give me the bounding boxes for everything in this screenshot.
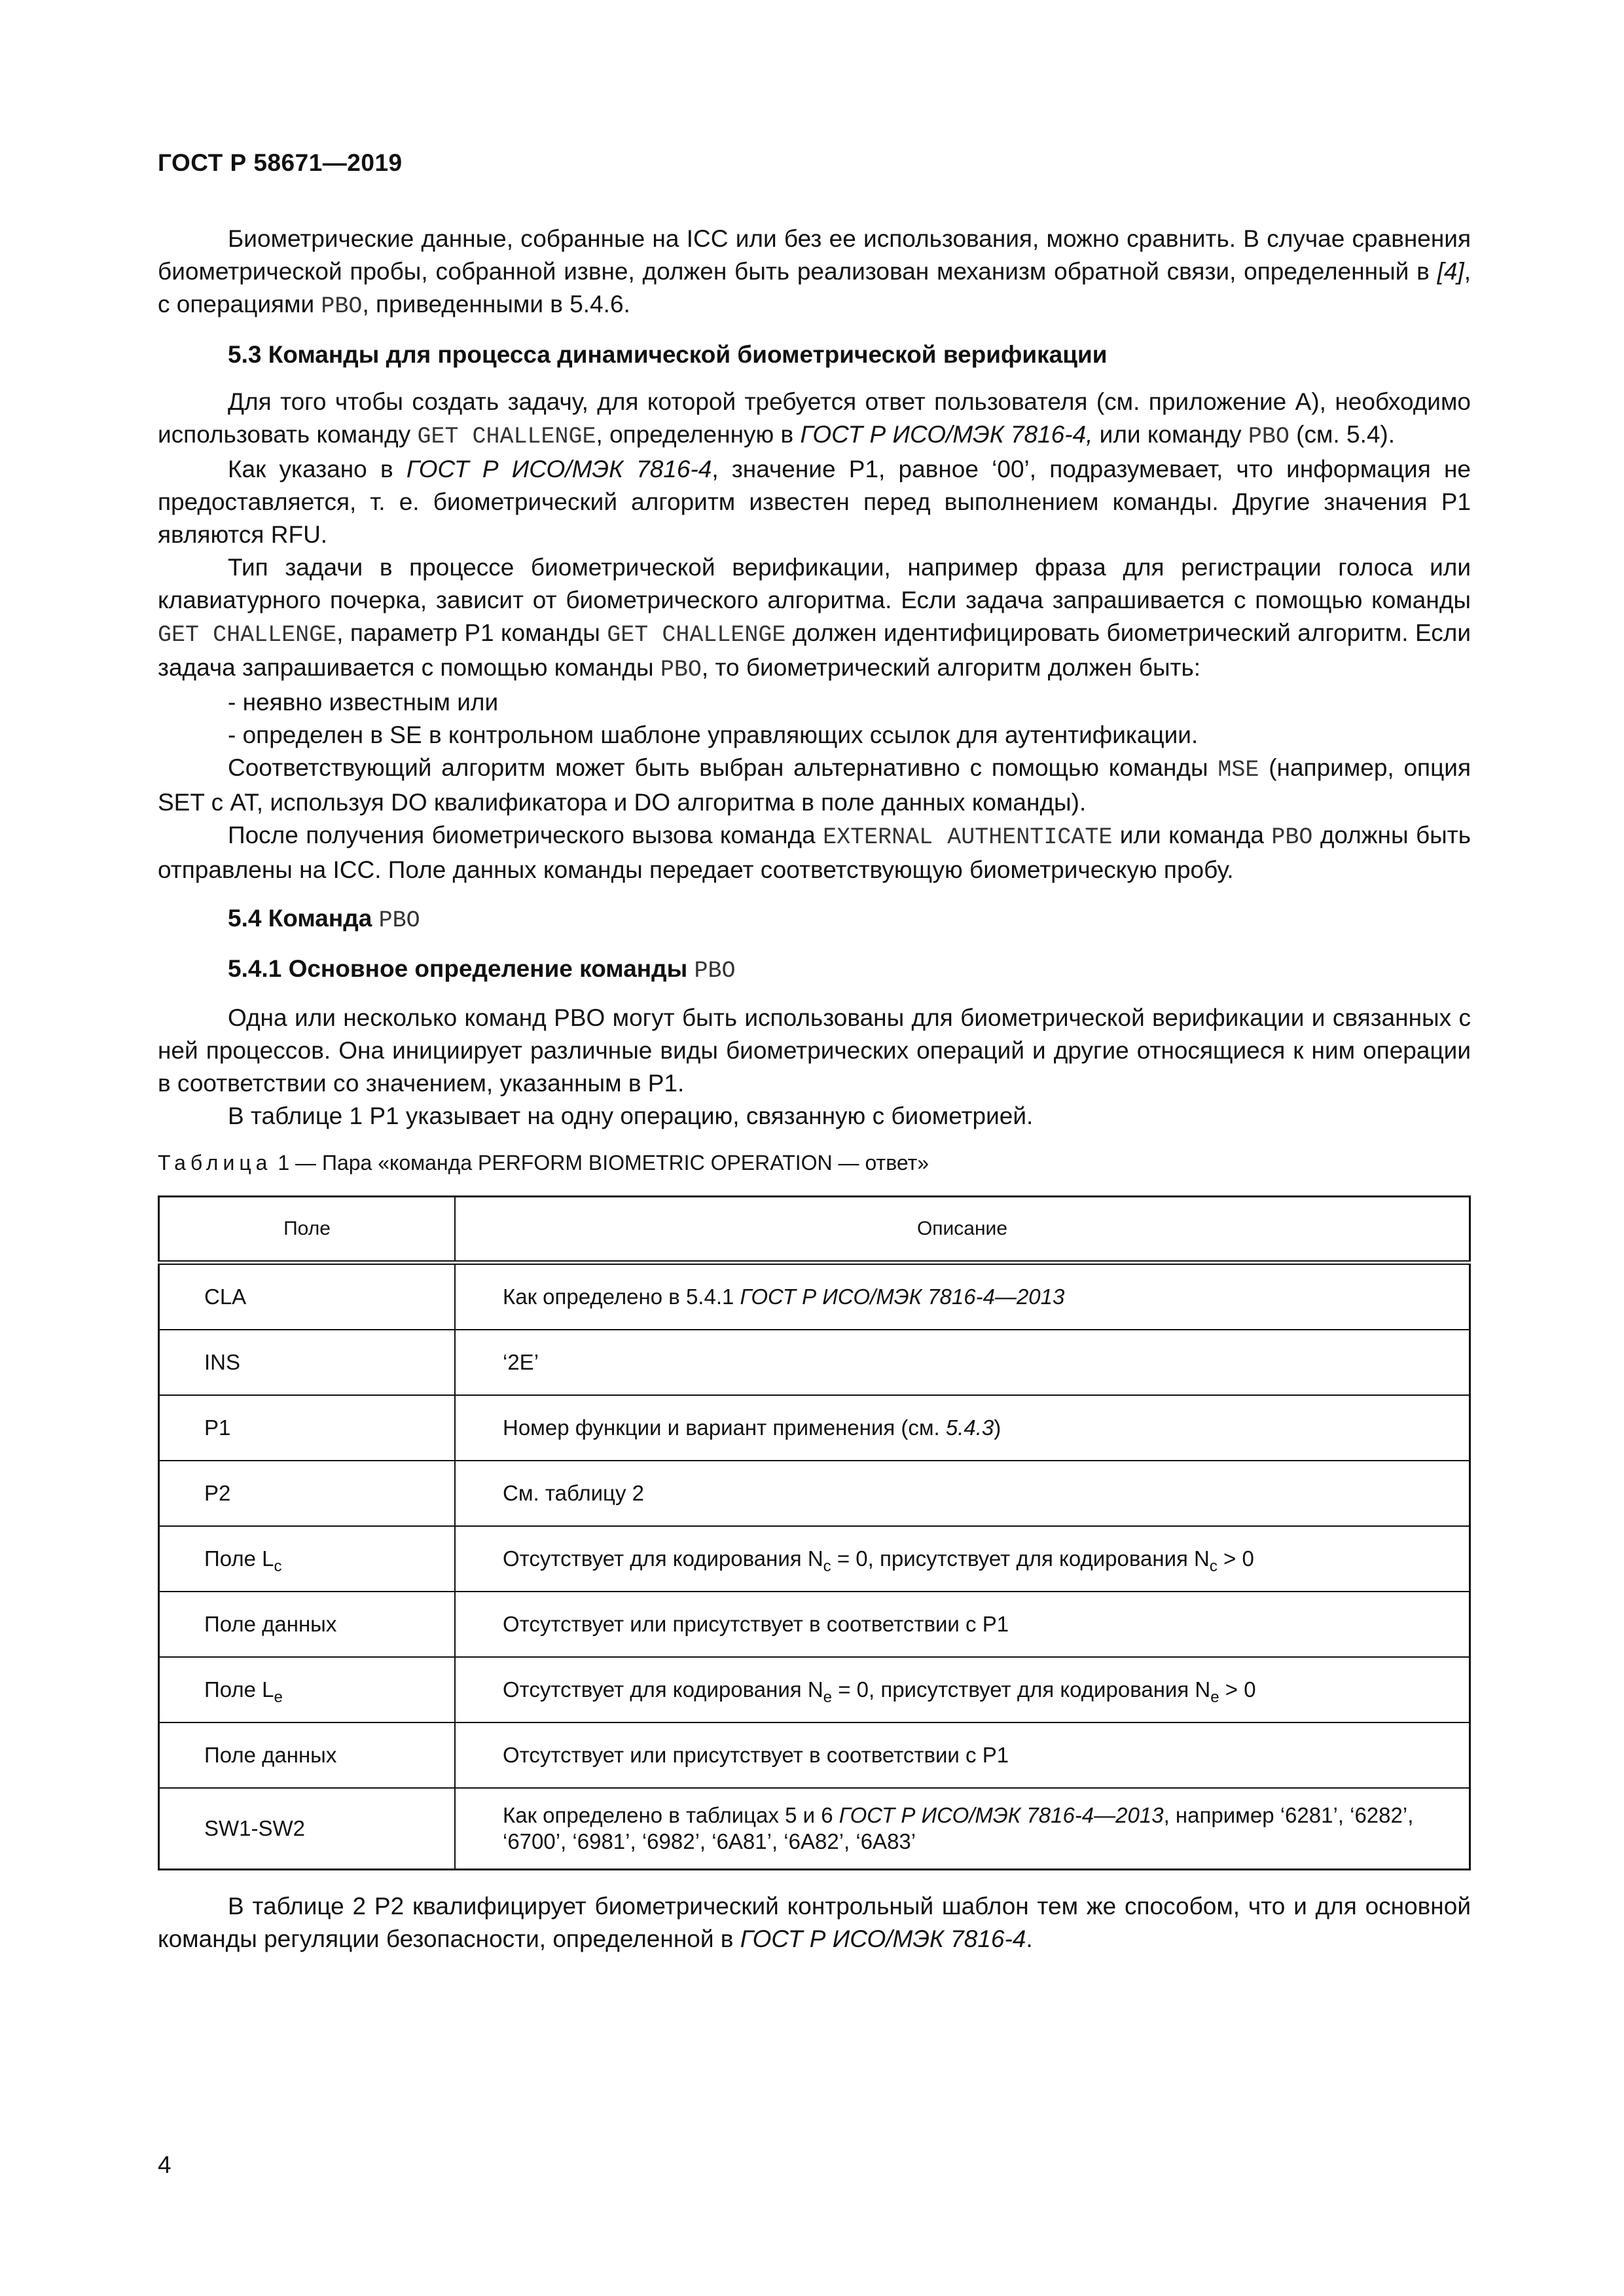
table-cell-field: SW1-SW2 (159, 1788, 456, 1870)
standard-header: ГОСТ Р 58671—2019 (158, 149, 403, 176)
document-body (158, 223, 1471, 1956)
table-row (159, 1330, 1470, 1395)
section-5-3-paragraph-2: Как указано в ГОСТ Р ИСО/МЭК 7816-4, значение P1, равное ‘00’, подразумевает, что информация не предоставляется, т. е. биометрический алгоритм известен перед выполнением команды. Другие значения P1 являются RFU. (158, 456, 1471, 548)
table-row (159, 1657, 1470, 1722)
table-cell-description: См. таблицу 2 (455, 1461, 1470, 1526)
table-cell-description: Номер функции и вариант применения (см. 5.4.3) (455, 1395, 1470, 1461)
section-5-3-paragraph-4: Соответствующий алгоритм может быть выбран альтернативно с помощью команды MSE (например, опция SET с AT, используя DO квалификатора и DO алгоритма в поле данных команды). (158, 754, 1471, 816)
table-row (159, 1461, 1470, 1526)
table-row (159, 1526, 1470, 1592)
section-5-4-1-paragraph-1: Одна или несколько команд PBO могут быть использованы для биометрической верификации и связанных с ней процессов. Она инициирует различные виды биометрических операций и другие относящиеся к ним операции в соответствии со значением, указанным в P1. (158, 1004, 1471, 1097)
table-cell-field: INS (159, 1330, 456, 1395)
table-cell-description: Отсутствует для кодирования $N_c = 0$, присутствует для кодирования $N_c > 0$ (455, 1526, 1470, 1592)
table-row (159, 1722, 1470, 1788)
section-5-3-paragraph-5: После получения биометрического вызова команда EXTERNAL AUTHENTICATE или команда PBO должны быть отправлены на ICC. Поле данных команды передает соответствующую биометрическую пробу. (158, 822, 1471, 883)
list-item: - неявно известным или (228, 689, 499, 716)
closing-paragraph: В таблице 2 P2 квалифицирует биометрический контрольный шаблон тем же способом, что и для основной команды регуляции безопасности, определенной в ГОСТ Р ИСО/МЭК 7816-4. (158, 1893, 1471, 1952)
table-cell-field: P1 (159, 1395, 456, 1461)
table-cell-field: CLA (159, 1263, 456, 1330)
list-item: - определен в SE в контрольном шаблоне управляющих ссылок для аутентификации. (228, 721, 1199, 748)
command-response-table (158, 1195, 1471, 1870)
table-row (159, 1263, 1470, 1330)
table-cell-field: Поле $L_e$ (159, 1657, 456, 1722)
section-5-4-1-heading: 5.4.1 Основное определение команды PBO (228, 955, 736, 984)
intro-paragraph: Биометрические данные, собранные на ICC или без ее использования, можно сравнить. В случае сравнения биометрической пробы, собранной извне, должен быть реализован механизм обратной связи, определенный в [4], с операциями PBO, приведенными в 5.4.6. (158, 225, 1471, 319)
table-row (159, 1395, 1470, 1461)
table-cell-field: Поле $L_c$ (159, 1526, 456, 1592)
section-5-3-paragraph-1: Для того чтобы создать задачу, для которой требуется ответ пользователя (см. приложение А), необходимо использовать команду GET CHALLENGE, определенную в ГОСТ Р ИСО/МЭК 7816-4, или команду PBO (см. 5.4). (158, 388, 1471, 450)
section-5-3-paragraph-3: Тип задачи в процессе биометрической верификации, например фраза для регистрации голоса или клавиатурного почерка, зависит от биометрического алгоритма. Если задача запрашивается с помощью команды GET CHALLENGE, параметр P1 команды GET CHALLENGE должен идентифицировать биометрический алгоритм. Если задача запрашивается с помощью команды PBO, то биометрический алгоритм должен быть: (158, 554, 1471, 683)
section-5-4-1-paragraph-2: В таблице 1 P1 указывает на одну операцию, связанную с биометрией. (228, 1102, 1034, 1129)
table-caption: Таблица 1 — Пара «команда PERFORM BIOMETRIC OPERATION — ответ» (158, 1151, 929, 1175)
table-cell-description: Отсутствует или присутствует в соответствии с P1 (455, 1722, 1470, 1788)
table-cell-description: ‘2E’ (455, 1330, 1470, 1395)
table-row (159, 1592, 1470, 1657)
reference-link: [4] (1437, 258, 1464, 285)
section-5-4-heading: 5.4 Команда PBO (228, 905, 420, 934)
column-header-description: Описание (455, 1197, 1470, 1263)
table-cell-description: Как определено в 5.4.1 ГОСТ Р ИСО/МЭК 7816-4—2013 (455, 1263, 1470, 1330)
column-header-field: Поле (159, 1197, 456, 1263)
document-page (158, 0, 1471, 2296)
table-cell-description: Отсутствует или присутствует в соответствии с P1 (455, 1592, 1470, 1657)
table-cell-field: P2 (159, 1461, 456, 1526)
table-cell-description: Отсутствует для кодирования $N_e = 0$, присутствует для кодирования $N_e > 0$ (455, 1657, 1470, 1722)
section-5-3-heading: 5.3 Команды для процесса динамической биометрической верификации (228, 341, 1108, 368)
table-header-row (159, 1197, 1470, 1263)
table-cell-description: Как определено в таблицах 5 и 6 ГОСТ Р ИСО/МЭК 7816-4—2013, например ‘6281’, ‘6282’, ‘6700’, ‘6981’, ‘6982’, ‘6A81’, ‘6A82’, ‘6A83’ (455, 1788, 1470, 1870)
table-cell-field: Поле данных (159, 1592, 456, 1657)
table-row (159, 1788, 1470, 1870)
table-cell-field: Поле данных (159, 1722, 456, 1788)
page-number: 4 (158, 2151, 171, 2178)
